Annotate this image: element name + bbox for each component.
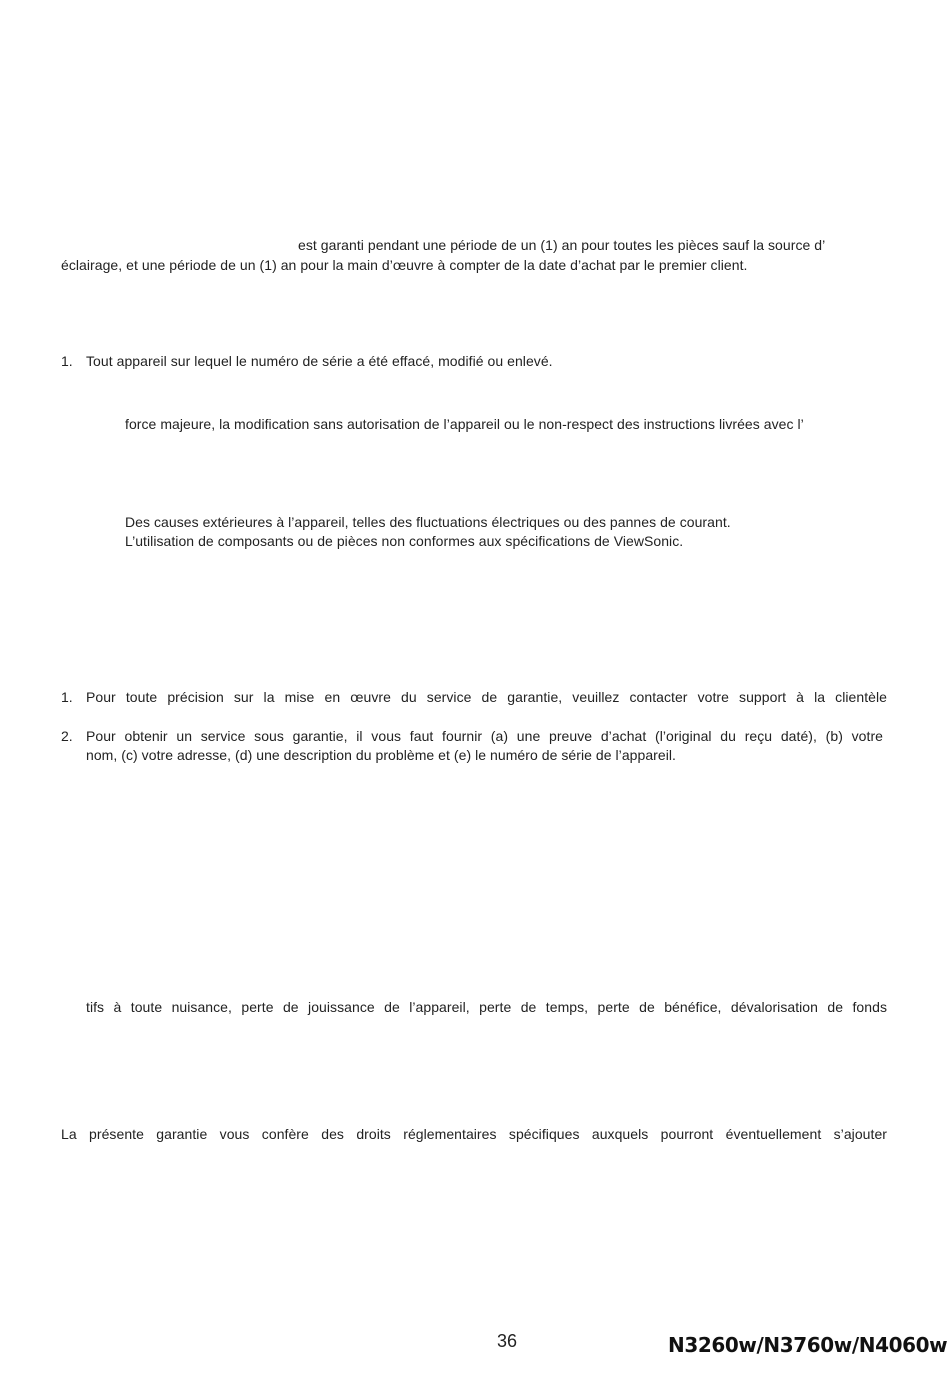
service-item-2-number: 2. (61, 728, 73, 744)
model-name: N3260w/N3760w/N4060w (668, 1333, 948, 1357)
rights-line: La présente garantie vous confère des droits réglementaires spécifiques auxquels pourront éventuellement s’ajouter (61, 1126, 887, 1142)
warranty-period-line-2: éclairage, et une période de un (1) an pour la main d’œuvre à compter de la date d’achat par le premier client. (61, 257, 748, 273)
service-item-2-line-2: nom, (c) votre adresse, (d) une description du problème et (e) le numéro de série de l’appareil. (86, 747, 676, 763)
exclusion-force-majeure-fragment: force majeure, la modification sans autorisation de l’appareil ou le non-respect des instructions livrées avec l’ (125, 416, 804, 432)
service-item-2-line-1: Pour obtenir un service sous garantie, il vous faut fournir (a) une preuve d’achat (l’original du reçu daté), (b) votre (86, 728, 883, 744)
service-item-1-text: Pour toute précision sur la mise en œuvre du service de garantie, veuillez contacter votre support à la clientèle (86, 689, 887, 705)
warranty-period-line-1: est garanti pendant une période de un (1) an pour toutes les pièces sauf la source d’ (298, 237, 826, 253)
exclusion-causes-fragment: Des causes extérieures à l’appareil, telles des fluctuations électriques ou des pannes de courant. (125, 514, 731, 530)
exclusion-composants-fragment: L’utilisation de composants ou de pièces non conformes aux spécifications de ViewSonic. (125, 533, 684, 549)
page-number: 36 (497, 1331, 518, 1351)
limitation-fragment: tifs à toute nuisance, perte de jouissance de l’appareil, perte de temps, perte de bénéfice, dévalorisation de fonds (86, 999, 887, 1015)
service-item-1-number: 1. (61, 689, 73, 705)
exclusion-item-1-number: 1. (61, 353, 73, 369)
exclusion-item-1-text: Tout appareil sur lequel le numéro de série a été effacé, modifié ou enlevé. (86, 353, 553, 369)
